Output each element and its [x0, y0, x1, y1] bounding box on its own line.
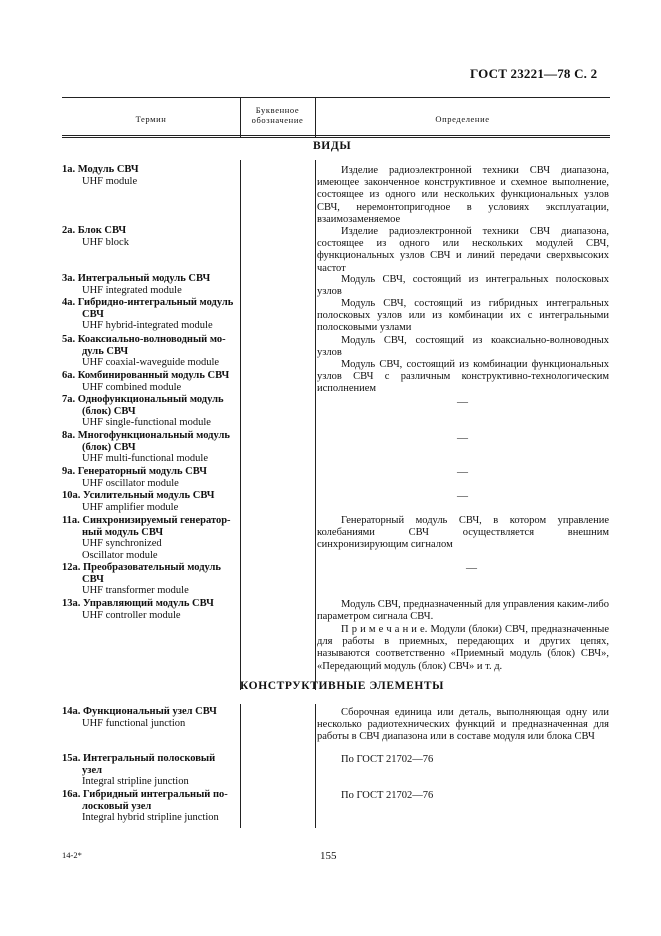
- term-number: 3а.: [62, 273, 76, 284]
- section-title-kinds: ВИДЫ: [313, 140, 352, 152]
- term-number: 8а.: [62, 430, 76, 441]
- term-en: UHF multi-functional module: [82, 453, 208, 465]
- term-en: UHF module: [82, 175, 138, 187]
- term-ru: Генераторный модуль СВЧ: [77, 466, 207, 477]
- term-en: UHF oscillator module: [82, 477, 179, 489]
- page-number: 155: [320, 850, 337, 862]
- column-divider-2-body-2: [315, 704, 316, 828]
- term-ru-cont: СВЧ: [82, 573, 104, 585]
- term-en: UHF coaxial-waveguide module: [82, 357, 220, 369]
- term-ru: Интегральный модуль СВЧ: [77, 273, 211, 284]
- term-en: UHF functional junction: [82, 717, 186, 729]
- definition-13a-note: [317, 624, 609, 673]
- term-en: UHF single-functional module: [82, 417, 211, 429]
- term-en: Integral stripline junction: [82, 776, 189, 788]
- term-ru-cont: (блок) СВЧ: [82, 441, 136, 453]
- definition-7a-dash: —: [457, 396, 468, 408]
- term-number: 12а.: [62, 562, 81, 573]
- definition-12a-dash: —: [466, 562, 477, 574]
- term-6a: [62, 370, 244, 393]
- term-5a: [62, 334, 244, 369]
- definition-14a: Сборочная единица или деталь, выполняющая одну или несколько радиотехнических функций и предназначенная для работы в СВЧ диапазона или в составе модуля или блока СВЧ: [317, 707, 609, 743]
- term-15a: [62, 753, 244, 788]
- term-ru-cont: дуль СВЧ: [82, 345, 129, 357]
- column-header-abbr-line1: Буквенное: [255, 105, 300, 115]
- term-13a: [62, 598, 244, 621]
- term-en: Integral hybrid stripline junction: [82, 812, 219, 824]
- term-ru: Интегральный полосковый: [83, 753, 216, 764]
- term-en: UHF controller module: [82, 609, 181, 621]
- definition-6a: Модуль СВЧ, состоящий из комбинации функциональных узлов СВЧ с различным конструктивно-технологическим исполнением: [317, 359, 609, 395]
- term-number: 11а.: [62, 515, 80, 526]
- term-ru: Коаксиально-волноводный мо-: [77, 334, 226, 345]
- term-en: UHF block: [82, 236, 129, 248]
- note-label: П р и м е ч а н и е.: [341, 624, 428, 635]
- definition-2a: Изделие радиоэлектронной техники СВЧ диапазона, состоящее из одного или нескольких модулей СВЧ, функциональных узлов СВЧ и линий передачи сверхвысоких частот: [317, 226, 609, 274]
- section-title-elements: КОНСТРУКТИВНЫЕ ЭЛЕМЕНТЫ: [240, 680, 445, 692]
- page-header-title: ГОСТ 23221—78 С. 2: [470, 66, 598, 81]
- term-ru-cont: ный модуль СВЧ: [82, 526, 164, 538]
- term-number: 15а.: [62, 753, 81, 764]
- definition-11a: Генераторный модуль СВЧ, в котором управление колебаниями СВЧ осуществляется внешним синхронизирующим сигналом: [317, 515, 609, 551]
- term-ru: Управляющий модуль СВЧ: [83, 598, 214, 609]
- table-header-rule-double: [62, 137, 610, 138]
- definition-4a: Модуль СВЧ, состоящий из гибридных интегральных полосковых узлов или из комбинации их с интегральными полосковыми узлами: [317, 298, 609, 334]
- definition-3a: Модуль СВЧ, состоящий из интегральных полосковых узлов: [317, 274, 609, 298]
- term-en: UHF hybrid-integrated module: [82, 320, 213, 332]
- term-ru: Многофункциональный модуль: [77, 430, 230, 441]
- definition-5a: Модуль СВЧ, состоящий из коаксиально-волноводных узлов: [317, 335, 609, 359]
- column-header-abbr-line2: обозначение: [251, 115, 304, 125]
- column-header-definition: Определение: [435, 114, 490, 124]
- term-14a: [62, 706, 244, 729]
- column-header-term: Термин: [135, 114, 167, 124]
- term-12a: [62, 562, 244, 597]
- term-4a: [62, 297, 244, 332]
- term-number: 14а.: [62, 706, 81, 717]
- term-en: UHF combined module: [82, 381, 182, 393]
- column-header-abbr: [240, 105, 315, 125]
- term-number: 6а.: [62, 370, 76, 381]
- term-ru: Блок СВЧ: [77, 225, 127, 236]
- term-ru: Функциональный узел СВЧ: [83, 706, 217, 717]
- table-top-rule: [62, 97, 610, 98]
- term-number: 2а.: [62, 225, 76, 236]
- term-ru: Комбинированный модуль СВЧ: [77, 370, 230, 381]
- table-header-rule: [62, 135, 610, 136]
- term-number: 5а.: [62, 334, 76, 345]
- term-number: 1а.: [62, 164, 76, 175]
- term-number: 7а.: [62, 394, 76, 405]
- term-ru-cont: лосковый узел: [82, 800, 152, 812]
- term-ru: Модуль СВЧ: [77, 164, 139, 175]
- term-ru-cont: узел: [82, 764, 103, 776]
- term-number: 13а.: [62, 598, 81, 609]
- term-10a: [62, 490, 244, 513]
- term-9a: [62, 466, 244, 489]
- definition-8a-dash: —: [457, 432, 468, 444]
- term-ru: Синхронизируемый генератор-: [82, 515, 231, 526]
- term-number: 4а.: [62, 297, 76, 308]
- term-ru-cont: (блок) СВЧ: [82, 405, 136, 417]
- term-en: UHF transformer module: [82, 585, 189, 597]
- term-3a: [62, 273, 244, 296]
- term-2a: [62, 225, 244, 248]
- term-8a: [62, 430, 244, 465]
- definition-15a: По ГОСТ 21702—76: [341, 754, 434, 765]
- term-en: UHF synchronized: [82, 538, 162, 550]
- note-text: Модули (блоки) СВЧ, предназначенные для работы в приемных, передающих и других цепях, называются соответственно «Приемный модуль (блок) СВЧ», «Передающий модуль (блок) СВЧ» и т. д.: [317, 624, 609, 672]
- term-1a: [62, 164, 244, 187]
- term-ru-cont: СВЧ: [82, 308, 104, 320]
- term-16a: [62, 789, 244, 824]
- term-11a: [62, 515, 244, 561]
- term-ru: Гибридный интегральный по-: [83, 789, 228, 800]
- term-en-cont: Oscillator module: [82, 549, 158, 561]
- definition-16a: По ГОСТ 21702—76: [341, 790, 434, 801]
- term-ru: Преобразовательный модуль: [83, 562, 221, 573]
- term-number: 9а.: [62, 466, 76, 477]
- definition-13a: Модуль СВЧ, предназначенный для управления каким-либо параметром сигнала СВЧ.: [317, 599, 610, 623]
- footer-mark: 14-2*: [62, 850, 82, 860]
- term-ru: Гибридно-интегральный модуль: [77, 297, 234, 308]
- term-en: UHF integrated module: [82, 284, 182, 296]
- column-divider-2-body: [315, 160, 316, 690]
- term-ru: Усилительный модуль СВЧ: [83, 490, 215, 501]
- term-ru: Однофункциональный модуль: [77, 394, 224, 405]
- term-number: 16а.: [62, 789, 81, 800]
- definition-10a-dash: —: [457, 490, 468, 502]
- term-number: 10а.: [62, 490, 81, 501]
- definition-1a: Изделие радиоэлектронной техники СВЧ диапазона, имеющее законченное конструктивное и схемное выполнение, состоящее из одного или нескольких функциональных узлов СВЧ, неремонтопригодное в условиях эксплуатации, взаимозаменяемое: [317, 165, 609, 225]
- term-en: UHF amplifier module: [82, 501, 179, 513]
- term-7a: [62, 394, 244, 429]
- definition-9a-dash: —: [457, 466, 468, 478]
